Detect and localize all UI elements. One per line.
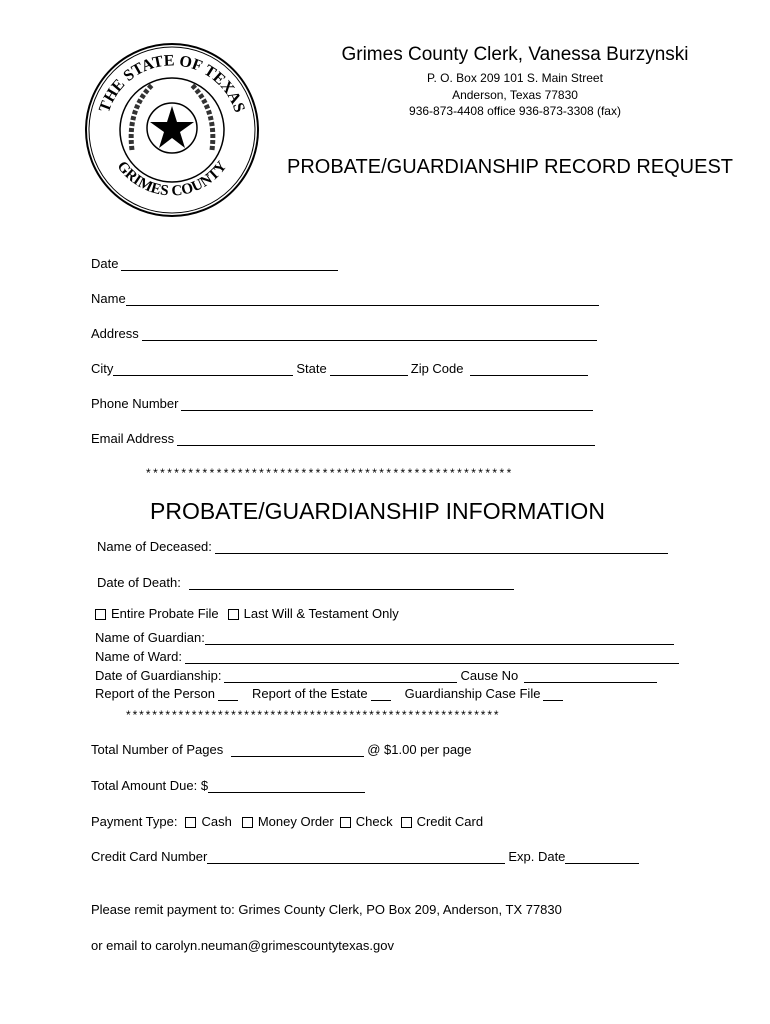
- guardianship-date-label: Date of Guardianship:: [95, 668, 222, 683]
- date-of-death-field[interactable]: [189, 577, 514, 590]
- separator-2: *********************************************************: [126, 708, 501, 722]
- amount-due-field[interactable]: [208, 780, 365, 793]
- per-page-label: @ $1.00 per page: [367, 742, 472, 757]
- email-label: Email Address: [91, 431, 175, 446]
- email-instructions: or email to carolyn.neuman@grimescountytexas.gov: [91, 938, 394, 953]
- zip-field[interactable]: [470, 363, 588, 376]
- state-label: State: [296, 361, 327, 376]
- case-file-label: Guardianship Case File: [404, 686, 541, 701]
- guardianship-date-field[interactable]: [224, 670, 457, 683]
- amount-due-label: Total Amount Due: $: [91, 778, 209, 793]
- phone-label: Phone Number: [91, 396, 179, 411]
- date-label: Date: [91, 256, 119, 271]
- zip-label: Zip Code: [410, 361, 464, 376]
- money-order-checkbox[interactable]: [242, 817, 253, 828]
- ward-field[interactable]: [185, 651, 679, 664]
- total-pages-label: Total Number of Pages: [91, 742, 224, 757]
- cash-label: Cash: [201, 814, 232, 829]
- separator: ****************************************************: [146, 466, 514, 480]
- city-field[interactable]: [113, 363, 293, 376]
- email-field[interactable]: [177, 433, 595, 446]
- cash-checkbox[interactable]: [185, 817, 196, 828]
- remit-instructions: Please remit payment to: Grimes County Clerk, PO Box 209, Anderson, TX 77830: [91, 902, 562, 917]
- money-order-label: Money Order: [257, 814, 334, 829]
- cause-no-field[interactable]: [524, 670, 657, 683]
- phone-field[interactable]: [181, 398, 593, 411]
- cc-number-label: Credit Card Number: [91, 849, 208, 864]
- last-will-checkbox[interactable]: [228, 609, 239, 620]
- credit-card-checkbox[interactable]: [401, 817, 412, 828]
- seal-top-lettering: THE STATE OF TEXAS: [96, 52, 248, 115]
- total-pages-field[interactable]: [231, 744, 364, 757]
- form-title: PROBATE/GUARDIANSHIP RECORD REQUEST: [287, 156, 733, 178]
- credit-card-label: Credit Card: [416, 814, 484, 829]
- report-estate-field[interactable]: [371, 688, 391, 701]
- entire-file-checkbox[interactable]: [95, 609, 106, 620]
- office-city: Anderson, Texas 77830: [452, 88, 578, 102]
- deceased-field[interactable]: [215, 541, 668, 554]
- report-estate-label: Report of the Estate: [251, 686, 368, 701]
- payment-type-label: Payment Type:: [91, 814, 178, 829]
- name-label: Name: [91, 291, 126, 306]
- report-person-label: Report of the Person: [95, 686, 215, 701]
- date-of-death-label: Date of Death:: [97, 575, 181, 590]
- info-heading: PROBATE/GUARDIANSHIP INFORMATION: [150, 498, 605, 524]
- office-phone: 936-873-4408 office 936-873-3308 (fax): [409, 104, 621, 118]
- state-field[interactable]: [330, 363, 408, 376]
- exp-date-label: Exp. Date: [508, 849, 566, 864]
- city-label: City: [91, 361, 114, 376]
- address-field[interactable]: [142, 328, 597, 341]
- grimes-county-seal: [82, 40, 262, 220]
- guardian-field[interactable]: [205, 632, 674, 645]
- cc-number-field[interactable]: [207, 851, 505, 864]
- guardian-label: Name of Guardian:: [95, 630, 205, 645]
- check-label: Check: [355, 814, 393, 829]
- case-file-field[interactable]: [543, 688, 563, 701]
- seal-bottom-lettering: GRIMES COUNTY: [113, 158, 231, 200]
- report-person-field[interactable]: [218, 688, 238, 701]
- office-title: Grimes County Clerk, Vanessa Burzynski: [341, 44, 689, 65]
- ward-label: Name of Ward:: [95, 649, 182, 664]
- office-address: P. O. Box 209 101 S. Main Street: [427, 71, 603, 85]
- check-checkbox[interactable]: [340, 817, 351, 828]
- address-label: Address: [91, 326, 139, 341]
- exp-date-field[interactable]: [565, 851, 639, 864]
- date-field[interactable]: [121, 258, 338, 271]
- cause-no-label: Cause No: [460, 668, 519, 683]
- entire-file-label: Entire Probate File: [111, 606, 219, 621]
- deceased-label: Name of Deceased:: [97, 539, 212, 554]
- last-will-label: Last Will & Testament Only: [243, 606, 399, 621]
- name-field[interactable]: [126, 293, 599, 306]
